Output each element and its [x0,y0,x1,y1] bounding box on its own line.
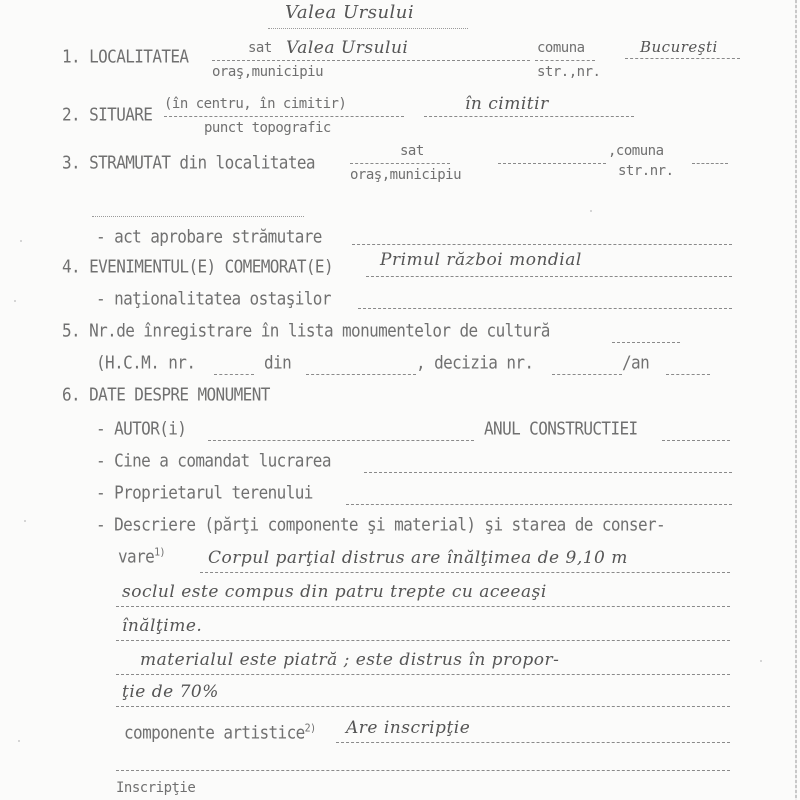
s6-proprietar-line [346,504,732,505]
page-edge [795,0,797,800]
s3-act-label: - act aprobare strămutare [96,226,322,247]
s5-an-line [666,374,710,375]
s3-oras-label: oraş,municipiu [350,167,462,183]
s5-line [612,342,680,343]
s6-artistice-line [336,742,730,743]
s4-value-line [366,276,732,277]
s5-din-line [306,374,416,375]
s3-str-label: str.nr. [618,163,674,179]
s1-comuna-value-line [625,58,740,59]
s5-din-label: din [264,352,292,373]
s6-descriere-underline-1 [116,606,730,607]
footnote-2: 2) [304,722,316,735]
scan-speck [24,520,26,522]
s3-label: 3. STRAMUTAT din localitatea [62,152,315,173]
s6-descriere-underline-4 [116,706,730,707]
scan-speck [18,740,20,742]
scan-speck [760,660,762,662]
s5-decizia-label: , decizia nr. [416,352,534,373]
s3-act-line [352,244,732,245]
s6-anul-label: ANUL CONSTRUCTIEI [484,418,638,439]
s6-anul-line [662,440,730,441]
s2-sub: punct topografic [204,120,331,136]
s3-comuna-line [692,163,728,164]
scan-speck [590,210,592,212]
s6-descriere-line-1[interactable]: soclul este compus din patru trepte cu aceeaşi [122,582,547,602]
s5-an-label: /an [622,352,650,373]
s2-label: 2. SITUARE [62,104,153,125]
s6-label: 6. DATE DESPRE MONUMENT [62,384,270,405]
s5-label: 5. Nr.de înregistrare în lista monumentelor de cultură [62,320,550,341]
s4-nat-label: - naţionalitatea ostaşilor [96,288,331,309]
s1-sat-value[interactable]: Valea Ursului [286,38,409,58]
s3-sat-line [350,163,450,164]
scan-speck [14,300,16,302]
s6-descriere-line-0[interactable]: Corpul parţial distrus are înălţimea de 9,10 m [208,548,628,568]
s6-artistice-label-text: componente artistice [124,722,305,743]
header-underline [268,28,468,29]
s6-proprietar-label: - Proprietarul terenului [96,482,313,503]
s3-mid-line [498,163,606,164]
s6-last-label: Inscripţie [116,780,196,796]
s1-sat-label: sat [248,40,272,56]
scan-speck [20,240,22,242]
s2-hint-line [164,116,404,117]
s6-descriere-label: - Descriere (părţi componente şi material) şi starea de conser- [96,514,666,535]
s6-autor-line [208,440,474,441]
s5-decizia-line [552,374,622,375]
s6-comandat-label: - Cine a comandat lucrarea [96,450,331,471]
s6-descriere-line-2[interactable]: înălţime. [122,616,203,636]
s1-label: 1. LOCALITATEA [62,46,189,67]
s6-artistice-label [124,722,316,743]
footnote-1: 1) [154,546,165,559]
s6-descriere-underline-0 [200,572,730,573]
s2-value-line [424,116,634,117]
s6-descriere-underline-3 [116,674,730,675]
s4-nat-line [358,308,732,309]
s5-hcm-label: (H.C.M. nr. [96,352,196,373]
s1-sat-line [212,60,530,61]
s6-artistice-value[interactable]: Are inscripţie [346,718,471,738]
s6-descriere-label2-text: vare [118,546,155,567]
s6-blank-line [116,770,730,771]
s6-descriere-underline-2 [116,640,730,641]
s1-comuna-value[interactable]: Bucureşti [640,38,718,56]
s4-label: 4. EVENIMENTUL(E) COMEMORAT(E) [62,256,333,277]
s4-value[interactable]: Primul război mondial [380,250,582,270]
s6-comandat-line [364,472,732,473]
s2-value[interactable]: în cimitir [465,94,549,114]
s3-extra-line [92,216,304,217]
s3-sat-label: sat [400,143,424,159]
s1-oras-label: oraş,municipiu [212,64,324,80]
s6-autor-label: - AUTOR(i) [96,418,187,439]
s5-hcm-line [214,374,254,375]
s3-comuna-label: ,comuna [608,143,664,159]
s6-descriere-line-4[interactable]: ţie de 70% [122,682,219,702]
header-handwritten: Valea Ursului [285,2,415,23]
s6-descriere-line-3[interactable]: materialul este piatră ; este distrus în propor- [140,650,560,670]
s6-descriere-label2 [118,546,165,567]
s1-comuna-line [535,60,595,61]
s2-hint: (în centru, în cimitir) [164,96,347,112]
s1-str-label: str.,nr. [537,64,601,80]
s1-comuna-label: comuna [537,40,585,56]
